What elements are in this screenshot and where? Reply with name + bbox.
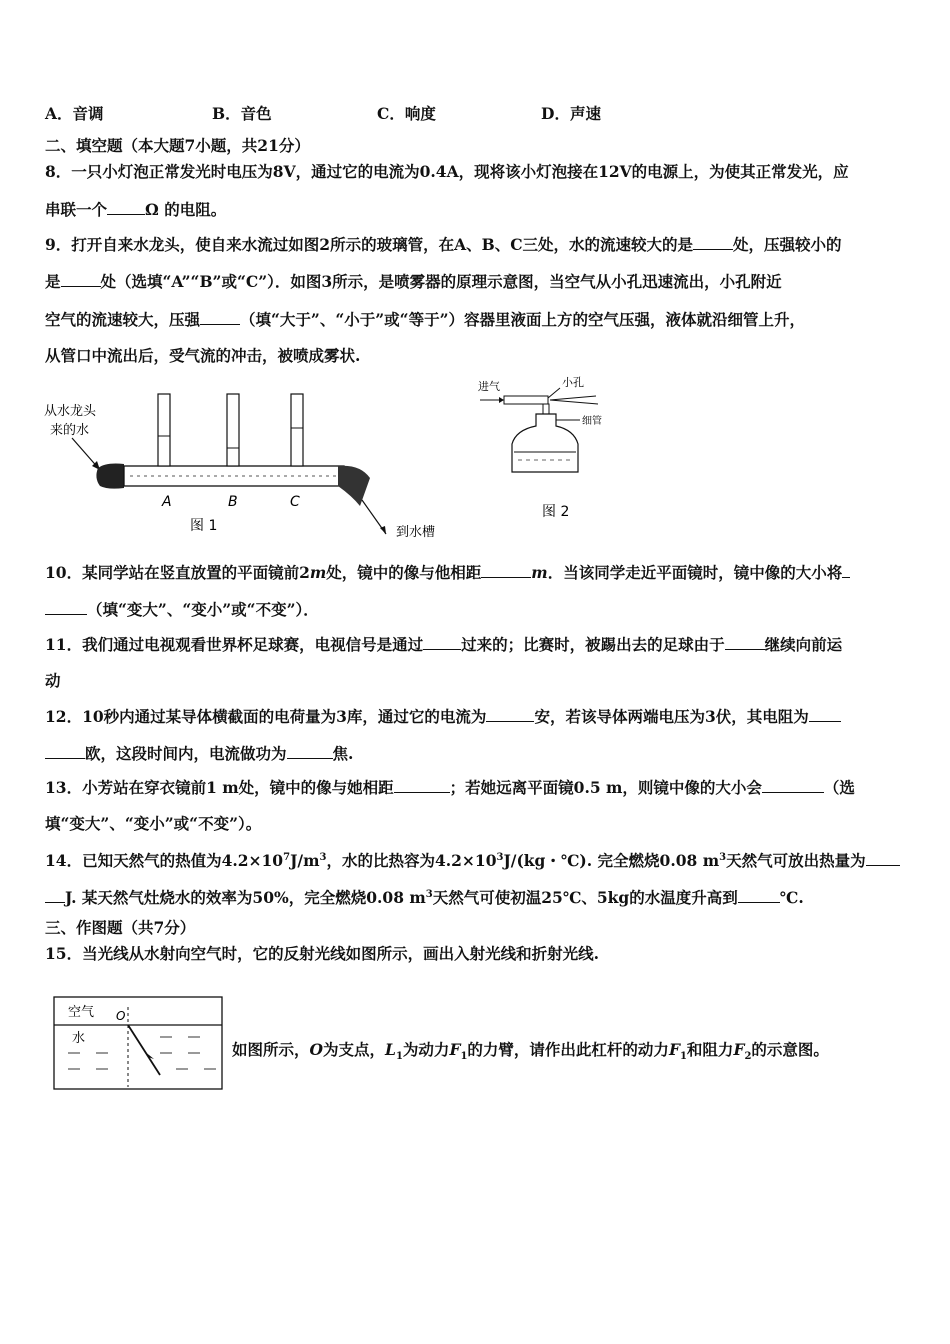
q11-text-c: 继续向前运 [764,635,843,654]
q11-blank-1 [423,634,461,650]
q9-blank-1 [693,234,733,250]
fig1-label-b: B [228,494,238,510]
q9-line-3 [45,309,905,330]
q11-text-a: 11．我们通过电视观看世界杯足球赛，电视信号是通过 [45,635,424,654]
fig1-vertical-tube-c [291,394,303,466]
option-b: B．音色 [212,104,272,123]
q10-text-a: 10．某同学站在竖直放置的平面镜前2 [45,563,310,582]
fig1-label-source-1: 从水龙头 [44,404,97,419]
q16-l-sub: 1 [395,1051,403,1063]
q12-text-d: 焦. [332,744,354,763]
q16-text [232,1040,902,1067]
section-3-title: 三、作图题（共7分） [45,918,196,937]
q10-text-b: 处，镜中的像与他相距 [326,563,482,582]
q16-l: L [385,1040,396,1059]
q14-exp-1: 7 [283,852,291,863]
fig3-label-water: 水 [72,1031,86,1046]
q9-blank-2 [61,271,101,287]
q14-blank-2 [738,887,780,903]
q8-line-1: 8．一只小灯泡正常发光时电压为8V，通过它的电流为0.4A，现将该小灯泡接在12V的电源上，为使其正常发光，应 [45,162,849,181]
q9-text-1b: 处，压强较小的 [733,235,842,254]
q8-blank [107,199,145,215]
q11-blank-2 [725,634,765,650]
q11-text-b: 过来的；比赛时，被踢出去的足球由于 [461,635,725,654]
fig3-label-o: O [116,1009,126,1023]
option-a: A．音调 [45,104,104,123]
figure-1-glass-tube [40,388,460,548]
fig2-caption: 图 2 [542,504,570,520]
q16-f1: F [449,1040,461,1059]
q9-text-3b: （填“大于”、“小于”或“等于”）容器里液面上方的空气压强，液体就沿细管上升， [240,310,806,329]
q13-line-2: 填“变大”、“变小”或“不变”）。 [45,814,262,833]
q14-exp-5: 3 [425,889,433,900]
q12-blank-3 [287,743,333,759]
q13-text-c: （选 [823,778,855,797]
figure-2-sprayer [470,374,620,524]
q16-f1b-sub: 1 [679,1051,687,1063]
fig2-inlet-arrowhead [499,397,504,403]
q9-line-4: 从管口中流出后，受气流的冲击，被喷成雾状. [45,346,361,365]
q16-o: O [309,1040,324,1059]
q8-text-b: Ω 的电阻。 [145,200,227,219]
q11-line-1 [45,634,905,655]
q9-text-2a: 是 [45,272,61,291]
q12-blank-2a [809,706,841,722]
q10-text-d: （填“变大”、“变小”或“不变”）． [87,600,319,619]
fig2-label-hole: 小孔 [562,376,584,389]
q12-text-a: 12．10秒内通过某导体横截面的电荷量为3库，通过它的电流为 [45,707,487,726]
q12-line-2 [45,743,905,764]
q16-f1b: F [668,1040,680,1059]
fig1-label-out: 到水槽 [396,525,436,540]
q9-text-3a: 空气的流速较大，压强 [45,310,201,329]
q14-text-c: ，水的比热容为4.2×10 [326,851,497,871]
fig2-label-in: 进气 [478,380,500,393]
q12-text-b: 安，若该导体两端电压为3伏，其电阻为 [534,707,809,726]
q14-blank-1a [866,850,900,866]
q16-f2: F [733,1040,745,1059]
fig1-vertical-tube-b [227,394,239,466]
q16-f1-sub: 1 [460,1051,468,1063]
fig1-inlet-hose [96,464,124,489]
q14-exp-3: 3 [496,852,504,863]
q16-text-b: 为支点， [323,1040,386,1059]
q14-text-g: 天然气可使初温25℃、5kg的水温度升高到 [432,888,738,908]
fig1-outlet-hose [338,466,370,506]
q14-text-e: 天然气可放出热量为 [726,851,866,871]
q14-exp-2: 3 [319,852,327,863]
q13-text-b: ；若她远离平面镜0.5 m，则镜中像的大小会 [449,778,762,797]
q14-text-b: J/m [290,851,320,871]
q14-exp-4: 3 [719,852,727,863]
q14-line-1 [45,848,905,871]
q11-line-2: 动 [45,671,61,690]
q9-line-2 [45,271,905,292]
q12-blank-2b [45,743,85,759]
q10-unit-m-2: m [531,563,548,582]
section-2-title: 二、填空题（本大题7小题，共21分） [45,136,310,155]
q13-text-a: 13．小芳站在穿衣镜前1 m处，镜中的像与她相距 [45,778,394,797]
q16-text-a: 如图所示， [232,1040,310,1059]
q9-blank-3 [200,309,240,325]
fig1-vertical-tube-a [158,394,170,466]
q10-text-c: ．当该同学走近平面镜时，镜中像的大小将 [547,563,843,582]
q16-text-f: 的示意图。 [751,1040,829,1059]
q10-line-1 [45,562,905,583]
q12-blank-1 [486,706,534,722]
q10-blank-2a [842,562,850,578]
q13-blank-1 [394,777,450,793]
q14-text-f: J. 某天然气灶烧水的效率为50%，完全燃烧0.08 m [65,888,426,908]
fig1-main-tube [124,466,344,486]
fig2-spray-lines [550,396,598,404]
q12-text-c: 欧，这段时间内，电流做功为 [85,744,287,763]
q13-blank-2 [762,777,824,793]
q12-line-1 [45,706,905,727]
q9-line-1 [45,234,905,255]
q9-text-2b: 处（选填“A”“B”或“C”）．如图3所示，是喷雾器的原理示意图，当空气从小孔迅速流出，小孔附近 [100,272,782,291]
fig1-caption: 图 1 [190,518,218,534]
q8-text-a: 串联一个 [45,200,108,219]
q15-text: 15．当光线从水射向空气时，它的反射光线如图所示，画出入射光线和折射光线. [45,944,599,963]
q16-text-d: 的力臂，请作出此杠杆的动力 [467,1040,669,1059]
fig2-label-tube: 细管 [582,416,602,427]
q10-blank-2b [45,599,87,615]
q14-blank-1b [45,887,65,903]
q16-f2-sub: 2 [744,1051,752,1063]
q14-text-h: ℃. [779,888,804,908]
q9-text-1a: 9．打开自来水龙头，使自来水流过如图2所示的玻璃管，在A、B、C三处，水的流速较大的是 [45,235,694,254]
fig2-hole-pointer [548,388,560,398]
option-d: D．声速 [541,104,601,123]
figure-3-water-air [48,995,228,1093]
q10-line-2 [45,599,905,620]
q14-line-2 [45,885,905,908]
fig3-label-air: 空气 [68,1005,95,1020]
q14-text-d: J/(kg・℃). 完全燃烧0.08 m [503,851,720,871]
fig1-label-source-2: 来的水 [50,423,90,438]
fig2-container [512,414,578,472]
fig1-label-c: C [290,494,300,510]
q10-unit-m-1: m [309,563,327,582]
q10-blank-1 [481,562,531,578]
fig1-label-a: A [162,494,172,510]
q14-text-a: 14．已知天然气的热值为4.2×10 [45,851,284,871]
option-c: C．响度 [377,104,436,123]
q8-line-2 [45,199,905,220]
q16-text-e: 和阻力 [686,1040,734,1059]
fig2-air-pipe [504,396,548,404]
q16-text-c: 为动力 [402,1040,450,1059]
q13-line-1 [45,777,905,798]
